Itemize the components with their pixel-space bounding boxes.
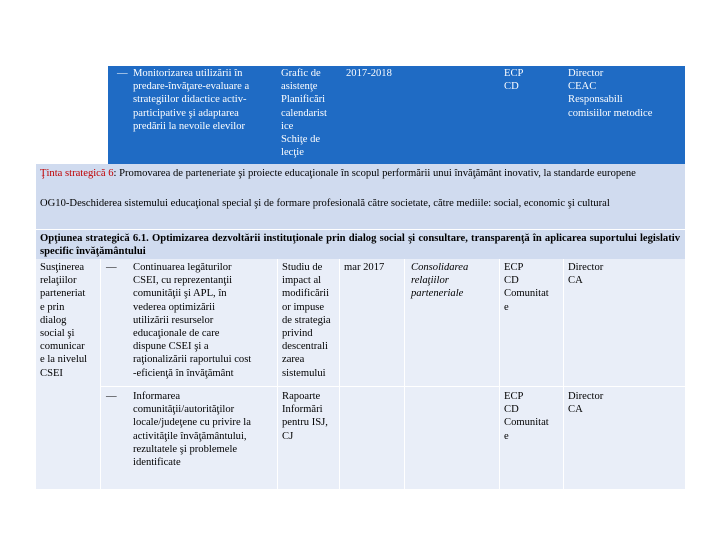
- top-row-dash: —: [117, 68, 128, 79]
- operational-goal: OG10-Deschiderea sistemului educaţional special şi de formare profesională către societate, către mediile: social, economic şi cultural: [40, 198, 610, 209]
- strategic-target: [40, 167, 682, 180]
- activity-2-dash: —: [106, 391, 117, 402]
- strategic-target-text: : Promovarea de parteneriate şi proiecte educaţionale în scopul performării unui învăţământ inovativ, la standarde europene: [113, 168, 636, 179]
- strategic-option: Opţiunea strategică 6.1. Optimizarea dezvoltării instituţionale prin dialog social şi consultare, transparenţă în aplicarea suportului legislativ specific învăţământului: [40, 233, 680, 258]
- activity-1-period: mar 2017: [344, 262, 385, 273]
- activity-2-monitor: Director CA: [568, 391, 604, 416]
- top-row-responsible: ECP CD: [504, 68, 524, 93]
- top-row-resources: Grafic de asistenţe Planificări calendarist ice Schiţe de lecţie: [281, 68, 327, 159]
- top-row-period: 2017-2018: [346, 68, 392, 79]
- activity-2-responsible: ECP CD Comunitat e: [504, 391, 549, 442]
- activity-1-dash: —: [106, 262, 117, 273]
- activity-1-text: Continuarea legăturilor CSEI, cu reprezentanţii comunităţii şi APL, în vederea optimizării utilizării resurselor educaţionale de care dispune CSEI şi a raţionalizării raportului cost -eficienţă în învăţământ: [133, 262, 252, 379]
- top-row-monitor: Director CEAC Responsabili comisiilor metodice: [568, 68, 653, 119]
- objective-cell: Susţinerea relaţiilor parteneriat e prin dialog social şi comunicar e la nivelul CSEI: [40, 262, 88, 379]
- strategic-target-label: Ţinta strategică 6: [40, 168, 114, 179]
- activity-2-resources: Rapoarte Informări pentru ISJ, CJ: [282, 391, 328, 442]
- activity-1-responsible: ECP CD Comunitat e: [504, 262, 549, 313]
- activity-1-indicator: Consolidarea relaţiilor parteneriale: [411, 262, 469, 300]
- activity-2-text: Informarea comunităţii/autorităţilor locale/judeţene cu privire la activităţile învăţământului, rezultatele şi problemele identificate: [133, 391, 251, 469]
- activity-1-monitor: Director CA: [568, 262, 604, 287]
- top-row-activity: Monitorizarea utilizării în predare-învăţare-evaluare a strategiilor didactice activ- participative şi adaptarea predării la nevoile elevilor: [133, 68, 250, 132]
- activity-1-resources: Studiu de impact al modificării or impuse de strategia privind descentrali zarea sistemului: [282, 262, 331, 379]
